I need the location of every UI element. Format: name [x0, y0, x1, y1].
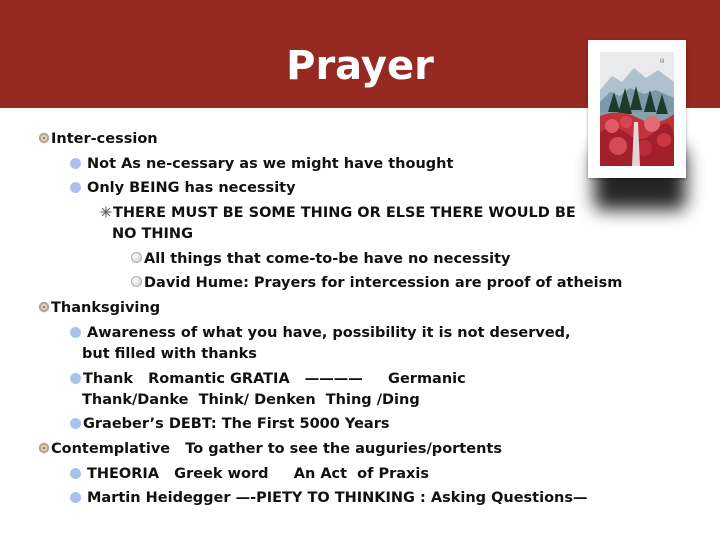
- bullet-level2: Graeber’s DEBT: The First 5000 Years: [70, 414, 389, 435]
- bullet-level3: THERE MUST BE SOME THING OR ELSE THERE WOULD BE NO THING: [100, 203, 582, 245]
- bullet-level1: Contemplative To gather to see the auguries/portents: [38, 439, 502, 460]
- circle-bullet-icon: [70, 182, 81, 193]
- svg-text:|||: |||: [660, 58, 665, 63]
- circle-bullet-icon: [70, 327, 81, 338]
- asterisk-bullet-icon: [100, 206, 112, 218]
- bullet-level1: Thanksgiving: [38, 298, 160, 319]
- slide-title: Prayer: [286, 43, 434, 89]
- bullet-level1: Inter-cession: [38, 129, 158, 150]
- bullet-level4: All things that come-to-be have no necessity: [131, 249, 511, 270]
- small-circle-bullet-icon: [131, 252, 142, 263]
- bullet-level2: Only BEING has necessity: [70, 178, 296, 199]
- circle-bullet-icon: [70, 468, 81, 479]
- circle-bullet-icon: [70, 492, 81, 503]
- bullet-level2: Martin Heidegger —-PIETY TO THINKING : Asking Questions—: [70, 488, 588, 509]
- bullet-level4: David Hume: Prayers for intercession are proof of atheism: [131, 273, 622, 294]
- bullet-level2: Thank Romantic GRATIA ———— Germanic Thank/Danke Think/ Denken Thing /Ding: [70, 369, 572, 411]
- small-circle-bullet-icon: [131, 276, 142, 287]
- circle-bullet-icon: [70, 158, 81, 169]
- bullet-level2: THEORIA Greek word An Act of Praxis: [70, 464, 429, 485]
- landscape-painting-photo: [588, 40, 686, 178]
- landscape-painting-image: [600, 52, 674, 166]
- circle-bullet-icon: [70, 418, 81, 429]
- gear-bullet-icon: [38, 442, 50, 454]
- bullet-level2: Not As ne-cessary as we might have thought: [70, 154, 453, 175]
- gear-bullet-icon: [38, 301, 50, 313]
- gear-bullet-icon: [38, 132, 50, 144]
- bullet-level2: Awareness of what you have, possibility it is not deserved, but filled with thanks: [70, 323, 582, 365]
- circle-bullet-icon: [70, 373, 81, 384]
